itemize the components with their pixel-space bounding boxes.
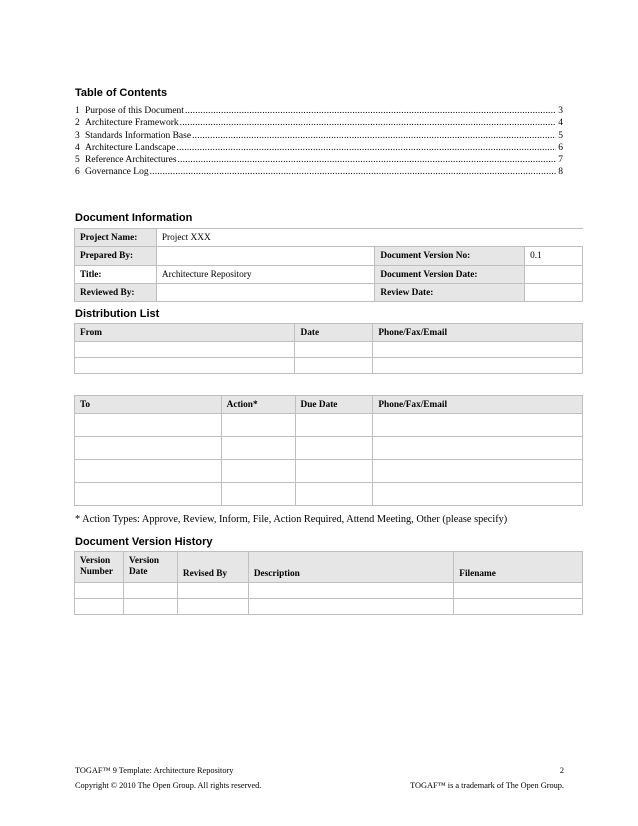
toc-page-number: 6 <box>558 142 563 153</box>
footer-line-1 <box>75 766 564 775</box>
toc-leader-dots <box>150 166 556 178</box>
reviewed-by-value[interactable] <box>156 284 375 302</box>
table-row <box>75 483 583 506</box>
table-cell[interactable] <box>221 460 295 483</box>
footer-trademark: TOGAF™ is a trademark of The Open Group. <box>410 781 564 790</box>
table-row <box>75 583 583 599</box>
table-cell[interactable] <box>123 583 177 599</box>
toc-number: 3 <box>75 130 80 141</box>
table-cell[interactable] <box>248 583 453 599</box>
table-cell[interactable] <box>221 437 295 460</box>
toc-leader-dots <box>185 105 556 117</box>
toc-page-number: 7 <box>558 155 563 166</box>
toc-number: 4 <box>75 142 80 153</box>
action-header: Action* <box>221 396 295 414</box>
table-cell[interactable] <box>75 583 124 599</box>
table-row <box>75 358 583 374</box>
table-cell[interactable] <box>373 358 583 374</box>
toc-entry[interactable] <box>75 105 563 117</box>
toc-page-number: 4 <box>558 118 563 129</box>
version-date-value[interactable] <box>525 266 583 284</box>
version-number-header: Version Number <box>75 552 124 583</box>
table-row <box>75 342 583 358</box>
footer-copyright: Copyright © 2010 The Open Group. All rights reserved. <box>75 781 262 790</box>
filename-header: Filename <box>454 552 583 583</box>
table-cell[interactable] <box>454 583 583 599</box>
contact-header: Phone/Fax/Email <box>373 396 583 414</box>
table-cell[interactable] <box>177 599 248 615</box>
toc-leader-dots <box>176 142 556 154</box>
toc-number: 1 <box>75 106 80 116</box>
table-cell[interactable] <box>177 583 248 599</box>
table-cell[interactable] <box>373 460 583 483</box>
table-cell[interactable] <box>221 414 295 437</box>
project-name-label: Project Name: <box>75 229 157 247</box>
distribution-from-table <box>74 323 583 374</box>
table-cell[interactable] <box>295 342 373 358</box>
table-cell[interactable] <box>373 342 583 358</box>
version-date-label: Document Version Date: <box>375 266 525 284</box>
version-history-table <box>74 551 583 615</box>
prepared-by-value[interactable] <box>156 247 375 266</box>
toc-number: 6 <box>75 167 80 178</box>
table-cell[interactable] <box>75 414 222 437</box>
table-cell[interactable] <box>75 483 222 506</box>
toc-leader-dots <box>192 130 556 142</box>
due-date-header: Due Date <box>295 396 373 414</box>
distribution-list-heading: Distribution List <box>75 308 160 320</box>
table-cell[interactable] <box>295 483 373 506</box>
toc-entry[interactable] <box>75 130 563 142</box>
toc-entry[interactable] <box>75 117 563 129</box>
version-history-heading: Document Version History <box>75 536 213 548</box>
toc-title: Purpose of this Document <box>85 106 184 116</box>
toc-page-number: 8 <box>558 167 563 178</box>
reviewed-by-label: Reviewed By: <box>75 284 157 302</box>
table-cell[interactable] <box>75 437 222 460</box>
footer-line-2 <box>75 781 564 790</box>
toc-number: 5 <box>75 155 80 166</box>
action-types-note: * Action Types: Approve, Review, Inform, File, Action Required, Attend Meeting, Other (please specify) <box>75 514 508 525</box>
table-cell[interactable] <box>75 342 295 358</box>
table-cell[interactable] <box>295 460 373 483</box>
table-cell[interactable] <box>75 599 124 615</box>
document-information-table <box>74 228 583 302</box>
distribution-to-table <box>74 395 583 506</box>
prepared-by-label: Prepared By: <box>75 247 157 266</box>
contact-header: Phone/Fax/Email <box>373 324 583 342</box>
project-name-value[interactable]: Project XXX <box>156 229 582 247</box>
version-no-value[interactable]: 0.1 <box>525 247 583 266</box>
review-date-value[interactable] <box>525 284 583 302</box>
review-date-label: Review Date: <box>375 284 525 302</box>
revised-by-header: Revised By <box>177 552 248 583</box>
description-header: Description <box>248 552 453 583</box>
table-row <box>75 414 583 437</box>
table-cell[interactable] <box>373 483 583 506</box>
table-cell[interactable] <box>248 599 453 615</box>
table-row <box>75 437 583 460</box>
footer-page-number: 2 <box>559 766 564 775</box>
table-cell[interactable] <box>295 414 373 437</box>
title-value[interactable]: Architecture Repository <box>156 266 375 284</box>
to-header: To <box>75 396 222 414</box>
toc-title: Architecture Framework <box>85 118 179 129</box>
toc-title: Reference Architectures <box>85 155 177 166</box>
toc-title: Architecture Landscape <box>85 142 176 153</box>
footer-template-name: TOGAF™ 9 Template: Architecture Repository <box>75 766 234 775</box>
toc-page-number: 3 <box>558 106 563 116</box>
table-of-contents <box>75 105 563 179</box>
toc-entry[interactable] <box>75 142 563 154</box>
toc-title: Standards Information Base <box>85 130 192 141</box>
toc-page-number: 5 <box>558 130 563 141</box>
table-cell[interactable] <box>221 483 295 506</box>
table-cell[interactable] <box>75 358 295 374</box>
toc-leader-dots <box>178 154 556 166</box>
version-no-label: Document Version No: <box>375 247 525 266</box>
document-information-heading: Document Information <box>75 212 193 224</box>
toc-title: Governance Log <box>85 167 149 178</box>
date-header: Date <box>295 324 373 342</box>
table-cell[interactable] <box>373 414 583 437</box>
from-header: From <box>75 324 295 342</box>
table-cell[interactable] <box>295 437 373 460</box>
toc-leader-dots <box>180 117 556 129</box>
table-cell[interactable] <box>123 599 177 615</box>
table-row <box>75 599 583 615</box>
table-row <box>75 460 583 483</box>
table-cell[interactable] <box>295 358 373 374</box>
table-cell[interactable] <box>373 437 583 460</box>
title-label: Title: <box>75 266 157 284</box>
table-cell[interactable] <box>75 460 222 483</box>
toc-entry[interactable] <box>75 166 563 178</box>
toc-number: 2 <box>75 118 80 129</box>
toc-entry[interactable] <box>75 154 563 166</box>
table-cell[interactable] <box>454 599 583 615</box>
toc-heading: Table of Contents <box>75 87 168 99</box>
version-date-header: Version Date <box>123 552 177 583</box>
